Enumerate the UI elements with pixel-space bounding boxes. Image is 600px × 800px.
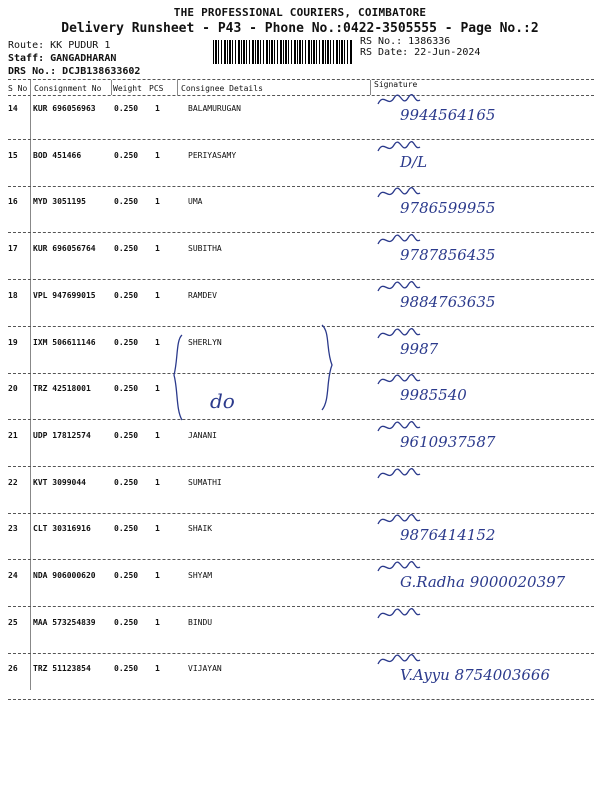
- row-serial-number: 22: [8, 477, 18, 487]
- signature-scribble: [378, 375, 420, 384]
- pieces-count: 1: [155, 571, 160, 580]
- weight-value: 0.250: [114, 430, 139, 440]
- column-header-signature: Signature: [374, 80, 418, 89]
- staff-label: Staff: GANGADHARAN: [8, 53, 117, 64]
- consignment-number: KUR 696056963: [33, 104, 96, 113]
- weight-value: 0.250: [114, 150, 139, 160]
- pieces-count: 1: [155, 244, 160, 254]
- weight-value: 0.250: [114, 524, 139, 534]
- weight-value: 0.250: [114, 197, 139, 207]
- row-serial-number: 18: [8, 290, 18, 300]
- consignee-name: PERIYASAMY: [188, 150, 237, 160]
- consignee-name: SUBITHA: [188, 244, 222, 254]
- pieces-count: 1: [155, 524, 160, 534]
- signature-scribble: [378, 95, 420, 104]
- signature-area: [370, 362, 590, 408]
- consignment-number: UDP 17812574: [33, 430, 91, 440]
- weight-value: 0.250: [114, 337, 139, 347]
- signature-text: 9985540: [400, 386, 467, 405]
- consignee-name: UMA: [188, 197, 203, 207]
- row-serial-number: 21: [8, 430, 18, 440]
- weight-value: 0.250: [114, 290, 139, 300]
- consignment-number: MYD 3051195: [33, 197, 86, 207]
- signature-area: [370, 456, 590, 502]
- rs-date: RS Date: 22-Jun-2024: [360, 47, 481, 58]
- signature-text: 9787856435: [400, 246, 496, 265]
- signature-scribble: [378, 281, 420, 290]
- column-header-sno: S No: [8, 84, 28, 93]
- signature-area: [370, 502, 590, 548]
- consignment-number: KVT 3099044: [33, 477, 86, 487]
- signature-area: [370, 82, 590, 128]
- pieces-count: 1: [155, 617, 160, 627]
- row-serial-number: 17: [8, 244, 18, 254]
- drs-number: DRS No.: DCJB138633602: [8, 66, 141, 77]
- consignee-name: BINDU: [188, 617, 213, 627]
- pieces-count: 1: [155, 384, 160, 394]
- company-title: THE PROFESSIONAL COURIERS, COIMBATORE: [173, 6, 427, 19]
- consignment-number: KUR 696056764: [33, 244, 96, 254]
- ditto-brace-mark: [172, 320, 372, 430]
- column-divider: [177, 80, 178, 95]
- row-serial-number: 16: [8, 197, 18, 207]
- row-serial-number: 23: [8, 524, 18, 534]
- weight-value: 0.250: [114, 477, 139, 487]
- signature-scribble: [378, 562, 420, 571]
- pieces-count: 1: [155, 150, 160, 160]
- column-header-consignee: Consignee Details: [181, 84, 263, 93]
- pieces-count: 1: [155, 197, 160, 207]
- table-row: [0, 664, 600, 710]
- consignee-name: BALAMURUGAN: [188, 104, 241, 113]
- signature-text: 9884763635: [400, 292, 496, 311]
- consignment-number: CLT 30316916: [33, 524, 91, 534]
- rs-number: RS No.: 1386336: [360, 36, 451, 47]
- row-serial-number: 24: [8, 571, 18, 580]
- column-header-consignment: Consignment No: [34, 84, 102, 93]
- signature-text: 9610937587: [400, 432, 496, 451]
- weight-value: 0.250: [114, 244, 139, 254]
- pieces-count: 1: [155, 430, 160, 440]
- pieces-count: 1: [155, 337, 160, 347]
- header-top-rule: [8, 79, 594, 80]
- consignment-number: MAA 573254839: [33, 617, 96, 627]
- signature-area: [370, 642, 590, 688]
- pieces-count: 1: [155, 104, 160, 113]
- signature-scribble: [378, 188, 420, 197]
- signature-text: 9987: [400, 339, 439, 358]
- signature-scribble: [378, 655, 420, 664]
- consignee-name: SHERLYN: [188, 337, 222, 347]
- row-serial-number: 19: [8, 337, 18, 347]
- signature-scribble: [378, 235, 420, 244]
- weight-value: 0.250: [114, 571, 139, 580]
- signature-text: D/L: [400, 152, 428, 171]
- consignment-number: BOD 451466: [33, 150, 82, 160]
- signature-scribble: [378, 515, 420, 524]
- weight-value: 0.250: [114, 104, 139, 113]
- pieces-count: 1: [155, 290, 160, 300]
- consignee-name: VIJAYAN: [188, 664, 222, 674]
- signature-area: [370, 222, 590, 268]
- pieces-count: 1: [155, 664, 160, 674]
- pieces-count: 1: [155, 477, 160, 487]
- consignee-name: SUMATHI: [188, 477, 222, 487]
- row-serial-number: 20: [8, 384, 18, 394]
- signature-scribble: [378, 141, 420, 150]
- signature-scribble: [378, 328, 420, 337]
- column-divider: [111, 80, 112, 95]
- row-serial-number: 14: [8, 104, 18, 113]
- signature-text: 9944564165: [400, 106, 496, 124]
- signature-area: [370, 129, 590, 175]
- signature-text: 9786599955: [400, 199, 496, 218]
- consignee-name: RAMDEV: [188, 290, 217, 300]
- route-label: Route: KK PUDUR 1: [8, 40, 111, 51]
- consignee-name: JANANI: [188, 430, 217, 440]
- row-divider: [8, 699, 594, 700]
- signature-scribble: [378, 608, 420, 617]
- signature-area: [370, 596, 590, 642]
- row-serial-number: 15: [8, 150, 18, 160]
- consignment-number: NDA 906000620: [33, 571, 96, 580]
- weight-value: 0.250: [114, 384, 139, 394]
- weight-value: 0.250: [114, 617, 139, 627]
- ditto-mark-text: do: [210, 389, 235, 413]
- signature-text: V.Ayyu 8754003666: [400, 666, 551, 685]
- signature-area: [370, 409, 590, 455]
- row-serial-number: 25: [8, 617, 18, 627]
- consignment-number: TRZ 42518001: [33, 384, 91, 394]
- signature-scribble: [378, 422, 420, 431]
- consignee-name: SHAIK: [188, 524, 213, 534]
- consignment-number: IXM 506611146: [33, 337, 96, 347]
- signature-area: [370, 316, 590, 362]
- signature-area: [370, 175, 590, 221]
- signature-scribble: [378, 468, 420, 477]
- row-serial-number: 26: [8, 664, 18, 674]
- signature-area: [370, 549, 590, 595]
- signature-text: G.Radha 9000020397: [400, 573, 566, 591]
- signature-area: [370, 269, 590, 315]
- column-header-weight: Weight: [113, 84, 142, 93]
- runsheet-subtitle: Delivery Runsheet - P43 - Phone No.:0422-3505555 - Page No.:2: [61, 21, 539, 36]
- weight-value: 0.250: [114, 664, 139, 674]
- consignment-number: VPL 947699015: [33, 290, 96, 300]
- consignee-name: SHYAM: [188, 571, 213, 580]
- consignment-number: TRZ 51123854: [33, 664, 91, 674]
- signature-text: 9876414152: [400, 526, 496, 545]
- column-header-pcs: PCS: [149, 84, 164, 93]
- barcode-image: [213, 40, 353, 64]
